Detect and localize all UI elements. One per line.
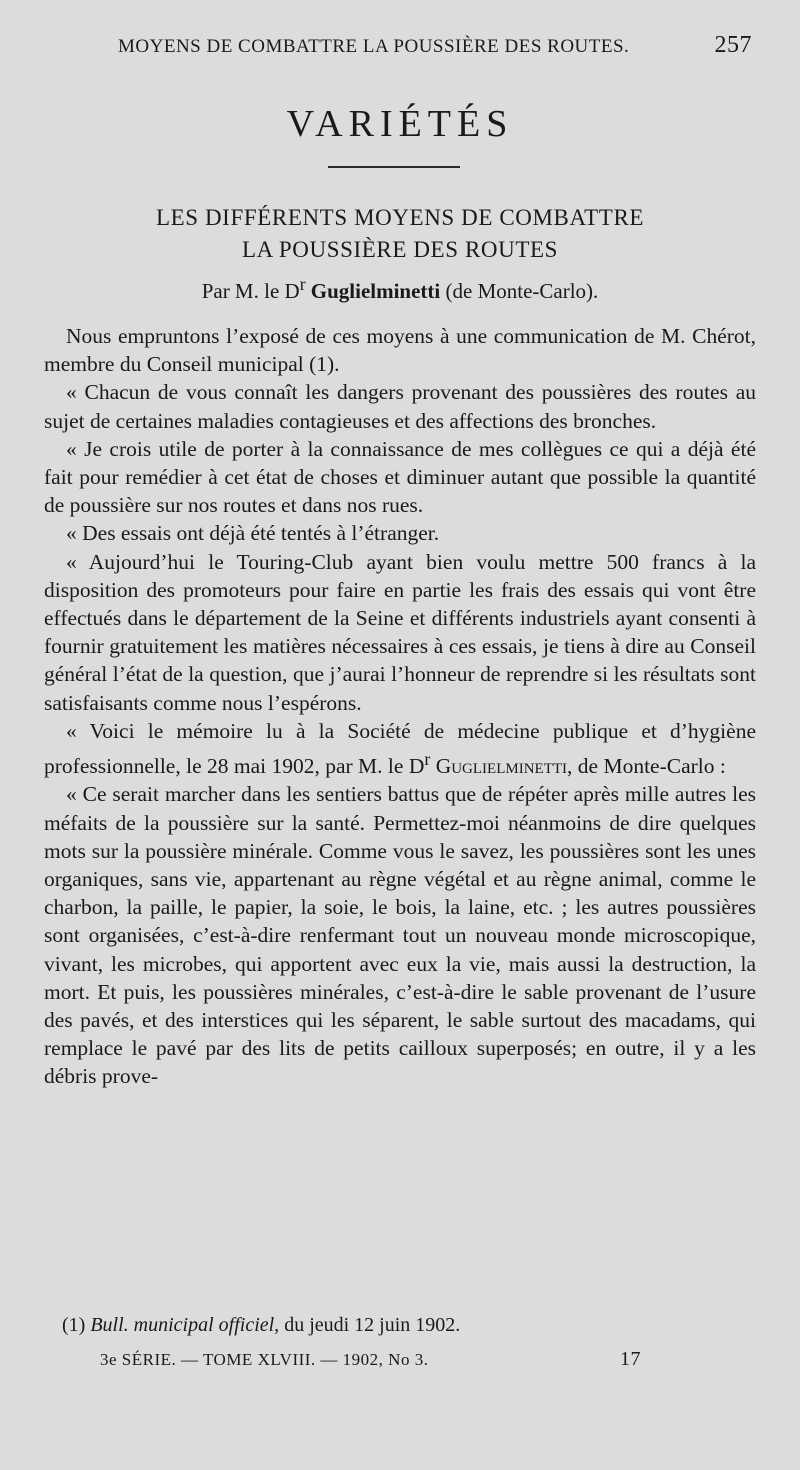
footnote-source: Bull. municipal officiel, [90,1314,280,1336]
byline-prefix: Par M. le D [201,279,300,303]
footnote-marker: (1) [62,1314,86,1336]
article-body [44,322,756,1091]
paragraph-6-author: Guglielminetti [435,754,568,779]
paragraph-6 [44,717,756,781]
running-title: MOYENS DE COMBATTRE LA POUSSIÈRE DES ROUTES. [118,36,630,57]
article-title-line-2: LA POUSSIÈRE DES ROUTES [241,237,559,262]
series-info: 3e SÉRIE. — TOME XLVIII. — 1902, No 3. [100,1350,429,1369]
paragraph-2: « Chacun de vous connaît les dangers provenant des poussières des routes au sujet de certaines maladies contagieuses et des affections des bronches. [44,380,756,433]
paragraph-3: « Je crois utile de porter à la connaissance de mes collègues ce qui a déjà été fait pour remédier à cet état de choses et diminuer autant que possible la quantité de poussière sur nos routes et dans nos rues. [44,436,756,518]
article-title-line-1: LES DIFFÉRENTS MOYENS DE COMBATTRE [155,205,645,230]
byline [0,274,800,304]
footnote-date: du jeudi 12 juin 1902. [284,1314,461,1336]
title-rule [328,166,460,168]
paragraph-6-text: « Voici le mémoire lu à la Société de médecine publique et d’hygiène professionnelle, le 28 mai 1902, par M. le D [44,718,756,779]
byline-suffix: (de Monte-Carlo). [445,279,599,303]
paragraph-6-end: , de Monte-Carlo : [567,754,726,779]
article-title [0,202,800,266]
paragraph-1: Nous empruntons l’exposé de ces moyens à une communication de M. Chérot, membre du Conseil municipal (1). [44,324,756,377]
byline-author: Guglielminetti [310,279,441,303]
footnote [62,1314,752,1337]
paragraph-4: « Des essais ont déjà été tentés à l’étranger. [66,521,440,546]
signature-mark: 17 [620,1348,641,1370]
section-title: VARIÉTÉS [286,103,514,145]
paragraph-6-superscript: r [424,749,431,770]
paragraph-5: « Aujourd’hui le Touring-Club ayant bien voulu mettre 500 francs à la disposition des promoteurs pour faire en partie les frais des essais qui vont être effectués dans le département de la Seine et différents industriels ayant consenti à fournir gratuitement les matières nécessaires à ces essais, je tiens à dire au Conseil général l’état de la question, que j’aurai l’honneur de reprendre si les résultats sont satisfaisants comme nous l’espérons. [44,549,756,715]
byline-superscript: r [299,274,306,294]
paragraph-7: « Ce serait marcher dans les sentiers battus que de répéter après mille autres les méfaits de la poussière sur la santé. Permettez-moi néanmoins de dire quelques mots sur la poussière minérale. Comme vous le savez, les poussières sont les unes organiques, sans vie, appartenant au règne végétal et au règne animal, comme le charbon, la paille, le papier, la soie, le bois, la laine, etc. ; les autres poussières sont organisées, c’est-à-dire renfermant tout un nouveau monde microscopique, vivant, les microbes, qui apportent avec eux la vie, mais aussi la destruction, la mort. Et puis, les poussières minérales, c’est-à-dire le sable provenant de l’usure des pavés, et des interstices qui les séparent, le sable surtout des macadams, qui remplace le pavé par des lits de petits cailloux superposés; en outre, il y a les débris prove- [44,782,756,1089]
page-number: 257 [714,32,752,58]
